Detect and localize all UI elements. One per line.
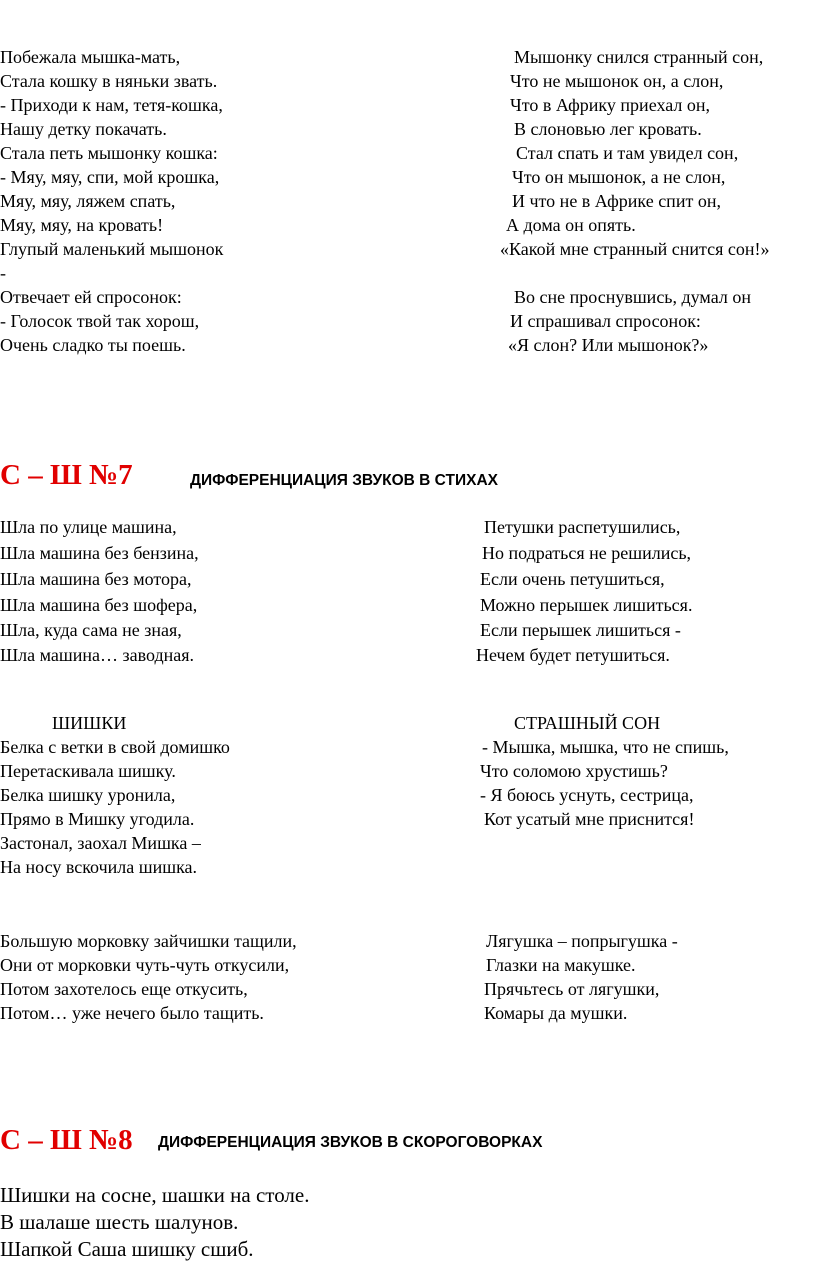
poem-line: Что он мышонок, а не слон, <box>512 167 726 187</box>
poem-line: Белка шишку уронила, <box>0 785 176 805</box>
poem-line: Петушки распетушились, <box>484 517 681 537</box>
poem-line: - <box>0 263 6 283</box>
section-title: ДИФФЕРЕНЦИАЦИЯ ЗВУКОВ В СТИХАХ <box>190 472 498 489</box>
tongue-twister-line: В шалаше шесть шалунов. <box>0 1210 239 1234</box>
poem-line: Что соломою хрустишь? <box>480 761 668 781</box>
poem-line: - Мяу, мяу, спи, мой крошка, <box>0 167 220 187</box>
poem-line: Очень сладко ты поешь. <box>0 335 186 355</box>
poem-line: Мяу, мяу, ляжем спать, <box>0 191 176 211</box>
poem-line: Можно перышек лишиться. <box>480 595 693 615</box>
poem-line: Но подраться не решились, <box>482 543 692 563</box>
poem-line: Нашу детку покачать. <box>0 119 167 139</box>
poem-line: Белка с ветки в свой домишко <box>0 737 230 757</box>
poem-line: - Мышка, мышка, что не спишь, <box>482 737 729 757</box>
poem-line: Отвечает ей спросонок: <box>0 287 182 307</box>
poem-title: ШИШКИ <box>52 713 127 733</box>
poem-line: Во сне проснувшись, думал он <box>514 287 751 307</box>
section-title: ДИФФЕРЕНЦИАЦИЯ ЗВУКОВ В СКОРОГОВОРКАХ <box>158 1134 543 1151</box>
poem-line: Шла машина без мотора, <box>0 569 192 589</box>
poem-line: Потом… уже нечего было тащить. <box>0 1003 264 1023</box>
poem-line: Шла машина без шофера, <box>0 595 198 615</box>
poem-line: Прячьтесь от лягушки, <box>484 979 660 999</box>
poem-line: Шла по улице машина, <box>0 517 177 537</box>
poem-line: - Я боюсь уснуть, сестрица, <box>480 785 694 805</box>
poem-line: Шла машина… заводная. <box>0 645 195 665</box>
poem-line: «Какой мне странный снится сон!» <box>500 239 770 259</box>
poem-line: Если перышек лишиться - <box>480 620 681 640</box>
poem-line: Побежала мышка-мать, <box>0 47 181 67</box>
poem-line: Стала петь мышонку кошка: <box>0 143 218 163</box>
poem-line: Прямо в Мишку угодила. <box>0 809 195 829</box>
poem-line: Стал спать и там увидел сон, <box>516 143 739 163</box>
poem-line: Комары да мушки. <box>484 1003 628 1023</box>
poem-line: На носу вскочила шишка. <box>0 857 198 877</box>
poem-line: «Я слон? Или мышонок?» <box>508 335 709 355</box>
poem-line: Стала кошку в няньки звать. <box>0 71 218 91</box>
poem-line: В слоновью лег кровать. <box>514 119 702 139</box>
poem-line: Большую морковку зайчишки тащили, <box>0 931 297 951</box>
poem-line: - Приходи к нам, тетя-кошка, <box>0 95 223 115</box>
section-number: С – Ш №8 <box>0 1124 133 1156</box>
tongue-twister-line: Шишки на сосне, шашки на столе. <box>0 1183 310 1207</box>
poem-line: - Голосок твой так хорош, <box>0 311 200 331</box>
poem-line: Если очень петушиться, <box>480 569 665 589</box>
poem-title: СТРАШНЫЙ СОН <box>514 713 661 733</box>
poem-line: Глупый маленький мышонок <box>0 239 224 259</box>
poem-line: Шла, куда сама не зная, <box>0 620 182 640</box>
poem-line: Нечем будет петушиться. <box>476 645 670 665</box>
poem-line: Шла машина без бензина, <box>0 543 199 563</box>
poem-line: А дома он опять. <box>506 215 636 235</box>
tongue-twister-line: Шапкой Саша шишку сшиб. <box>0 1237 254 1261</box>
poem-line: Они от морковки чуть-чуть откусили, <box>0 955 290 975</box>
poem-line: И спрашивал спросонок: <box>510 311 701 331</box>
poem-line: Мяу, мяу, на кровать! <box>0 215 164 235</box>
poem-line: Потом захотелось еще откусить, <box>0 979 248 999</box>
poem-line: Глазки на макушке. <box>486 955 636 975</box>
poem-line: Кот усатый мне приснится! <box>484 809 695 829</box>
poem-line: Лягушка – попрыгушка - <box>486 931 678 951</box>
poem-line: Что не мышонок он, а слон, <box>510 71 724 91</box>
poem-line: И что не в Африке спит он, <box>512 191 721 211</box>
poem-line: Застонал, заохал Мишка – <box>0 833 201 853</box>
poem-line: Что в Африку приехал он, <box>510 95 710 115</box>
section-number: С – Ш №7 <box>0 459 133 491</box>
poem-line: Мышонку снился странный сон, <box>514 47 764 67</box>
poem-line: Перетаскивала шишку. <box>0 761 176 781</box>
